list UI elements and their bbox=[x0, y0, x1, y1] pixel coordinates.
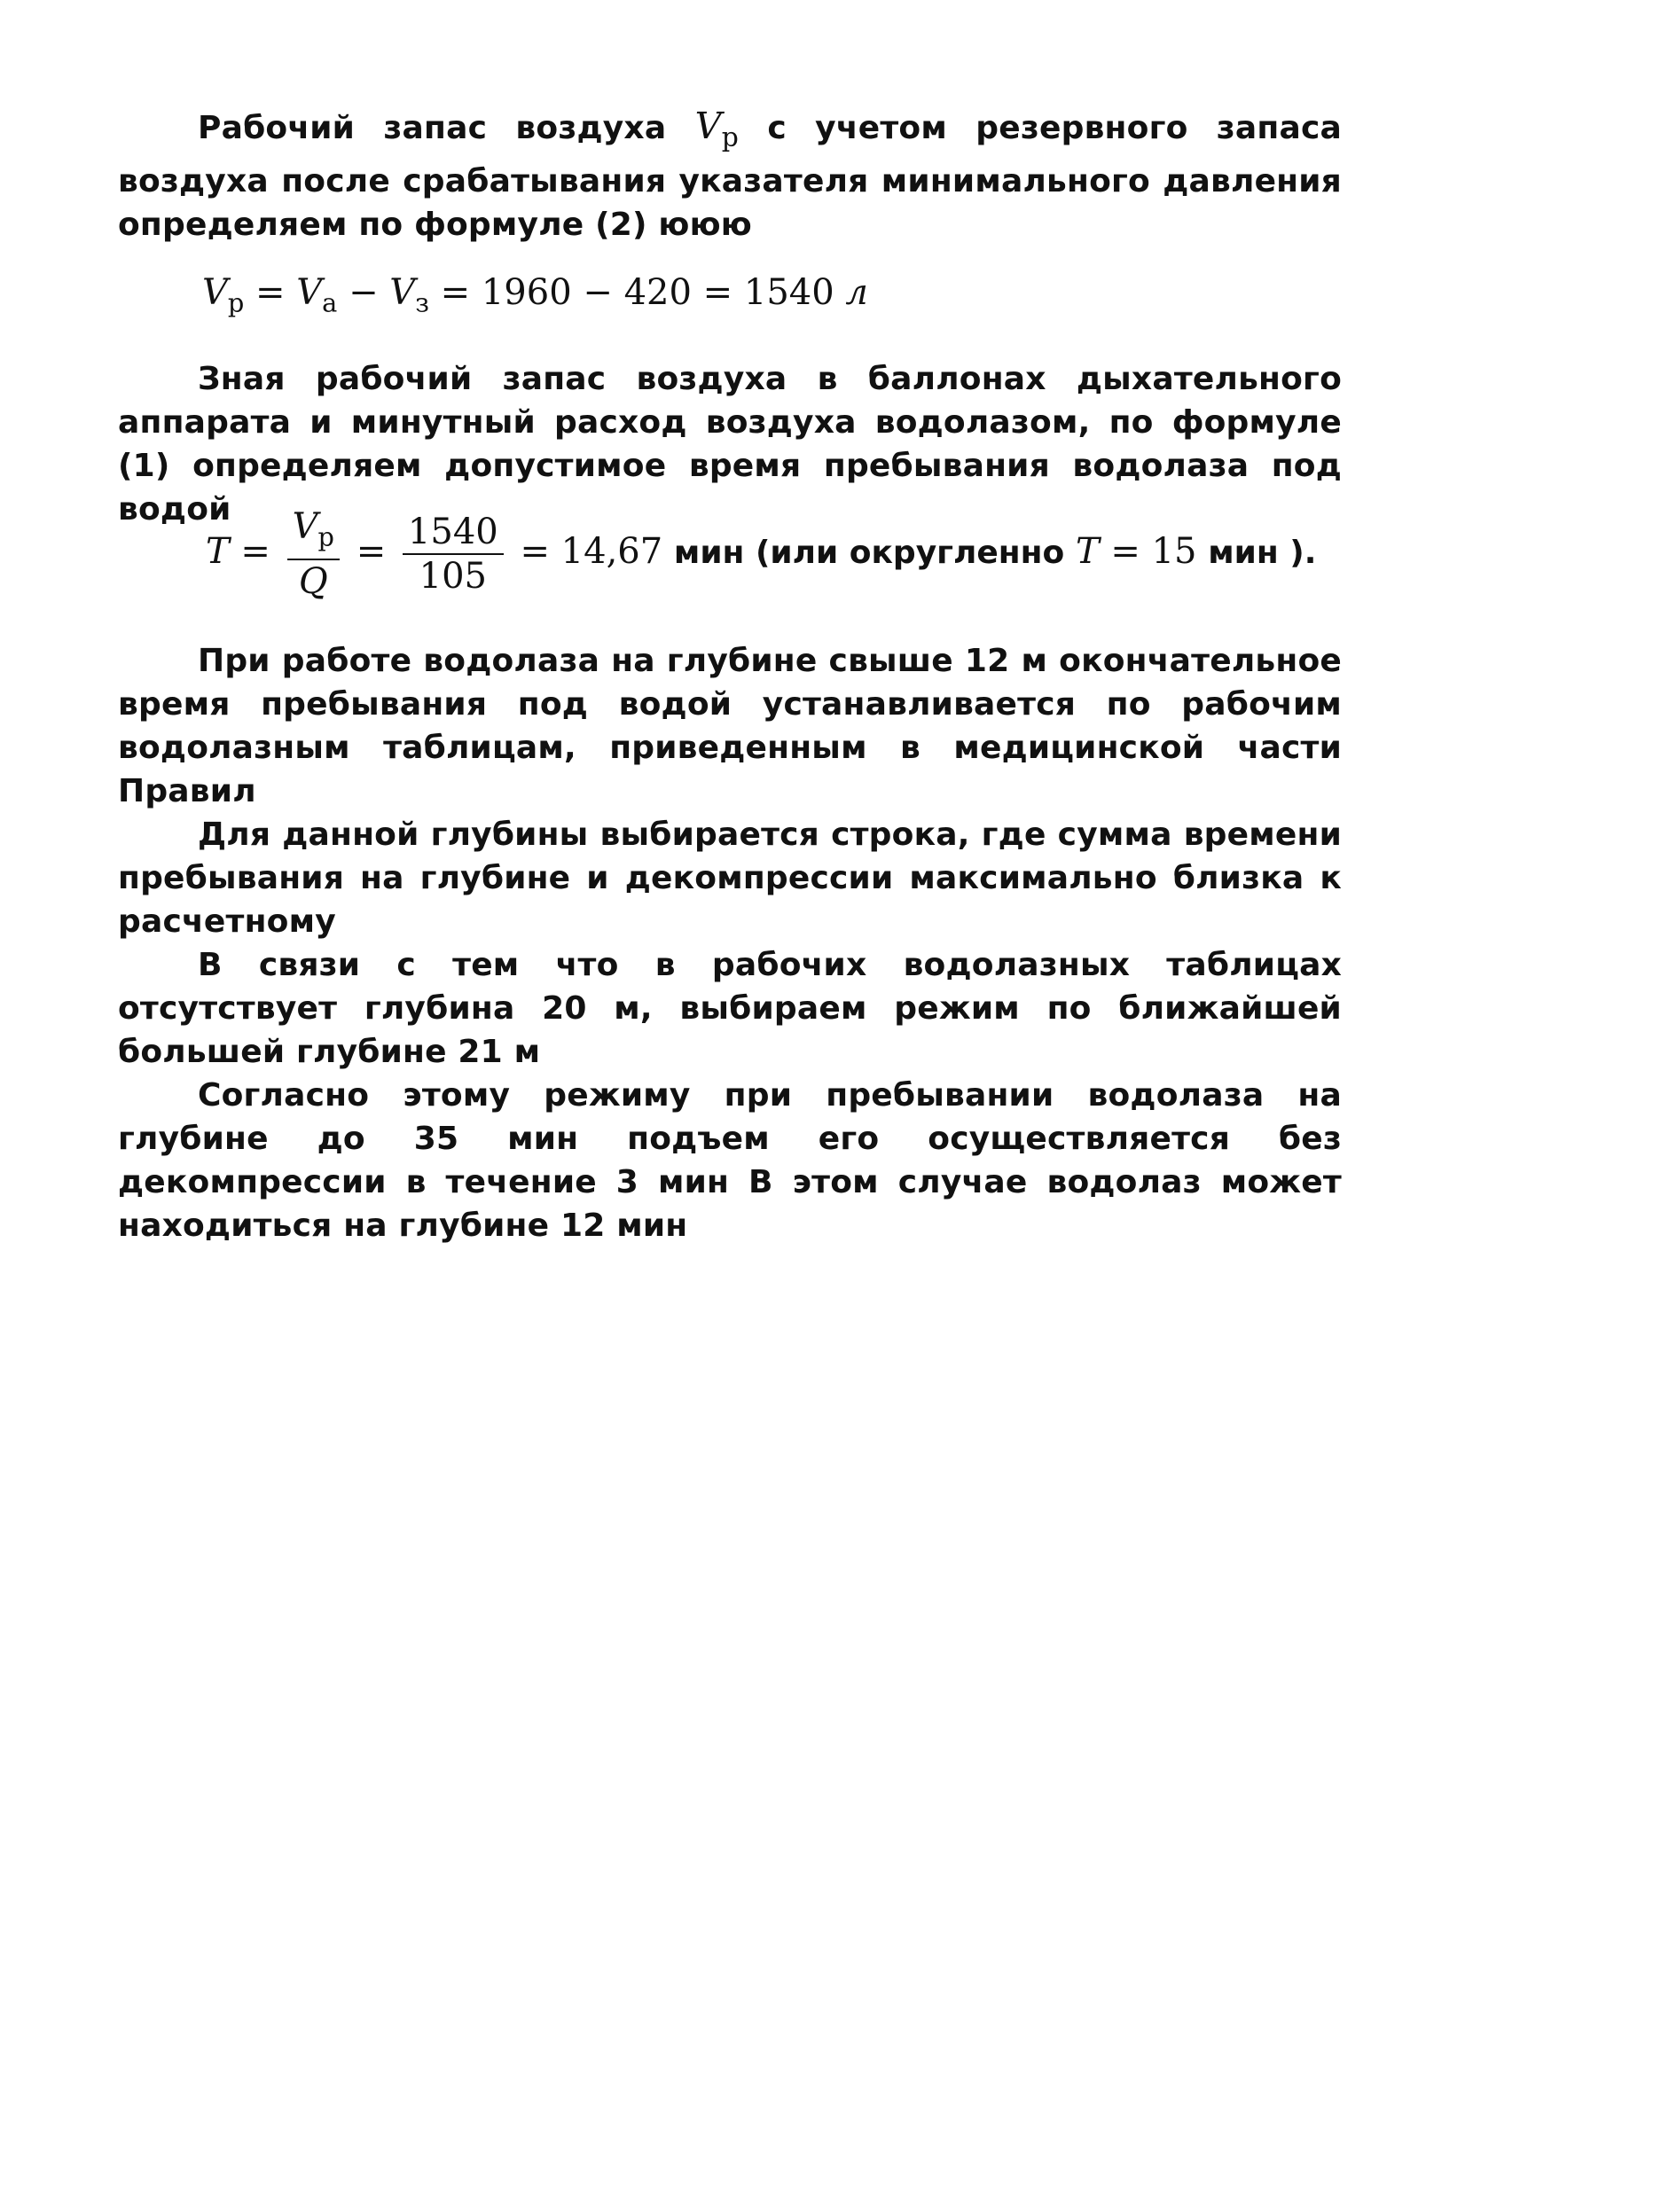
formula-working-supply: $V_p = V_a - V_з = 1960 - 420 = 1540$ л bbox=[202, 272, 868, 318]
paragraph-working-air-supply bbox=[118, 105, 1342, 246]
para4-text: Для данной глубины выбирается строка, где сумма времени пребывания на глубине и декомпрессии максимально близка к расчетному bbox=[118, 817, 1342, 940]
para1-lead: Рабочий запас воздуха bbox=[198, 110, 667, 146]
para3-text: При работе водолаза на глубине свыше 12 м окончательное время пребывания под водой устанавливается по рабочим водолазным таблицам, приведенным в медицинской части Правил bbox=[118, 643, 1342, 809]
para1-tail: с учетом резервного запаса воздуха после срабатывания указателя минимального давления определяем по формуле (2) ююю bbox=[118, 110, 1343, 243]
para6-text: Согласно этому режиму при пребывании водолаза на глубине до 35 мин подъем его осуществляется без декомпрессии в течение 3 мин В этом случае водолаз может находиться на глубине 12 мин bbox=[118, 1077, 1342, 1244]
fraction-vp-over-q: $\frac{V_p}{Q}$ bbox=[287, 507, 340, 601]
var-vp: $V_p$ bbox=[694, 105, 740, 153]
paragraph-final-time bbox=[118, 639, 1342, 1247]
fraction-1540-over-105: $\frac{1540}{105}$ bbox=[403, 512, 504, 596]
para2-text: Зная рабочий запас воздуха в баллонах дыхательного аппарата и минутный расход воздуха водолазом, по формуле (1) определяем допустимое время пребывания водолаза под водой bbox=[118, 361, 1342, 528]
para5-text: В связи с тем что в рабочих водолазных таблицах отсутствует глубина 20 м, выбираем режим по ближайшей большей глубине 21 м bbox=[118, 947, 1342, 1070]
formula-allowed-time: T = $\frac{V_p}{Q}$ = $\frac{1540}{105}$ = 14,67 мин (или округленно T = 15 мин ). bbox=[206, 506, 1317, 602]
paragraph-knowing-supply bbox=[118, 357, 1342, 531]
